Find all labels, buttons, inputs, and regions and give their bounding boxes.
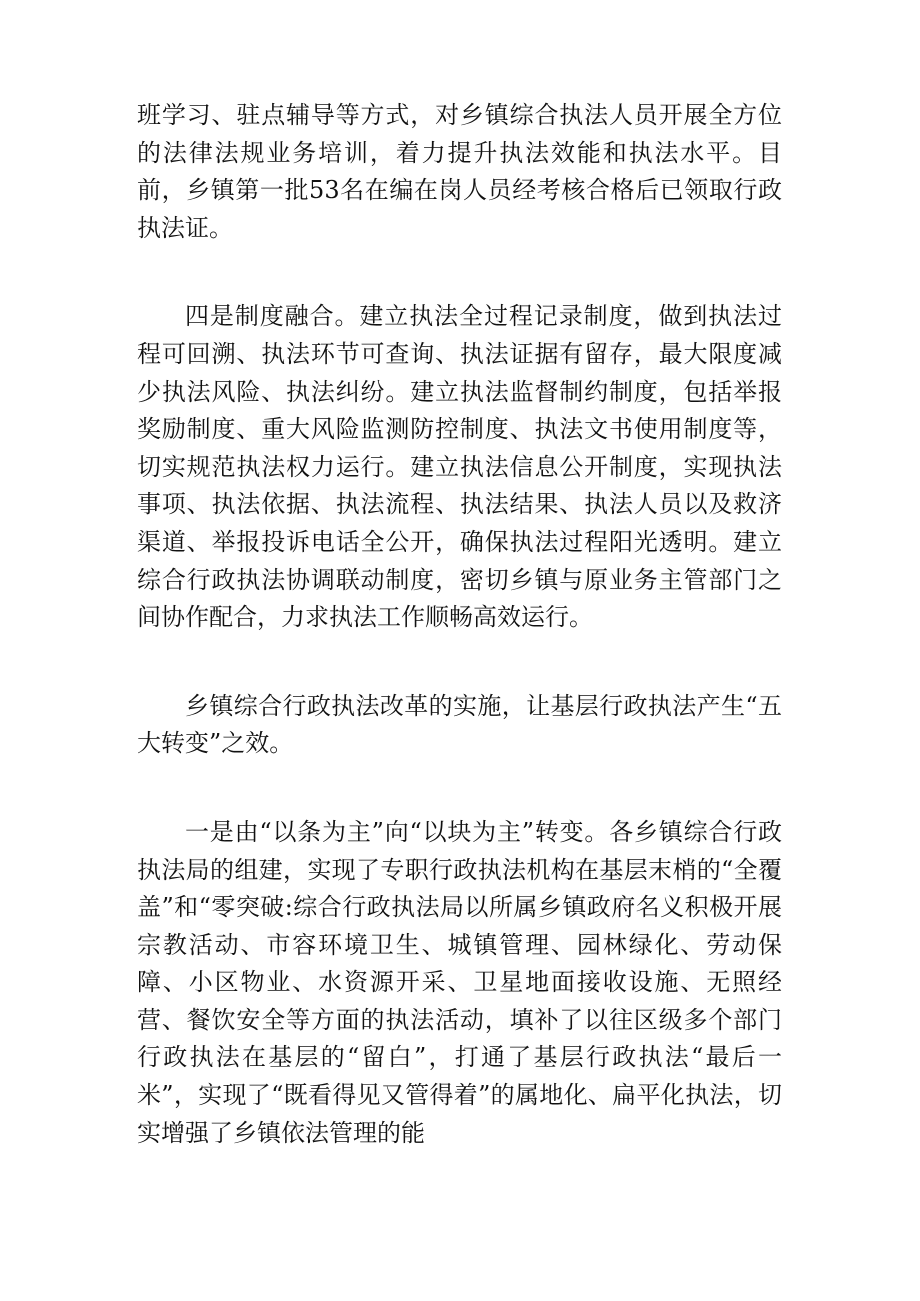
paragraph-spacer [137,247,782,298]
paragraph-first-change: 一是由“以条为主”向“以块为主”转变。各乡镇综合行政执法局的组建，实现了专职行政执法机构在基层末梢的“全覆盖”和“零突破:综合行政执法局以所属乡镇政府名义积极开展宗教活动、市容环境卫生、城镇管理、园林绿化、劳动保障、小区物业、水资源开采、卫星地面接收设施、无照经营、餐饮安全等方面的执法活动，填补了以往区级多个部门行政执法在基层的“留白”，打通了基层行政执法“最后一米”，实现了“既看得见又管得着”的属地化、扁平化执法，切实增强了乡镇依法管理的能 [137,817,782,1147]
paragraph-system-integration: 四是制度融合。建立执法全过程记录制度，做到执法过程可回溯、执法环节可查询、执法证据有留存，最大限度减少执法风险、执法纠纷。建立执法监督制约制度，包括举报奖励制度、重大风险监测防控制度、执法文书使用制度等，切实规范执法权力运行。建立执法信息公开制度，实现执法事项、执法依据、执法流程、执法结果、执法人员以及救济渠道、举报投诉电话全公开，确保执法过程阳光透明。建立综合行政执法协调联动制度，密切乡镇与原业务主管部门之间协作配合，力求执法工作顺畅高效运行。 [137,302,782,632]
paragraph-spacer [137,763,782,814]
paragraph-spacer [137,637,782,688]
paragraph-training-continuation: 班学习、驻点辅导等方式，对乡镇综合执法人员开展全方位的法律法规业务培训，着力提升执法效能和执法水平。目前，乡镇第一批53名在编在岗人员经考核合格后已领取行政执法证。 [137,101,782,242]
paragraph-five-changes-intro: 乡镇综合行政执法改革的实施，让基层行政执法产生“五大转变”之效。 [137,691,782,758]
